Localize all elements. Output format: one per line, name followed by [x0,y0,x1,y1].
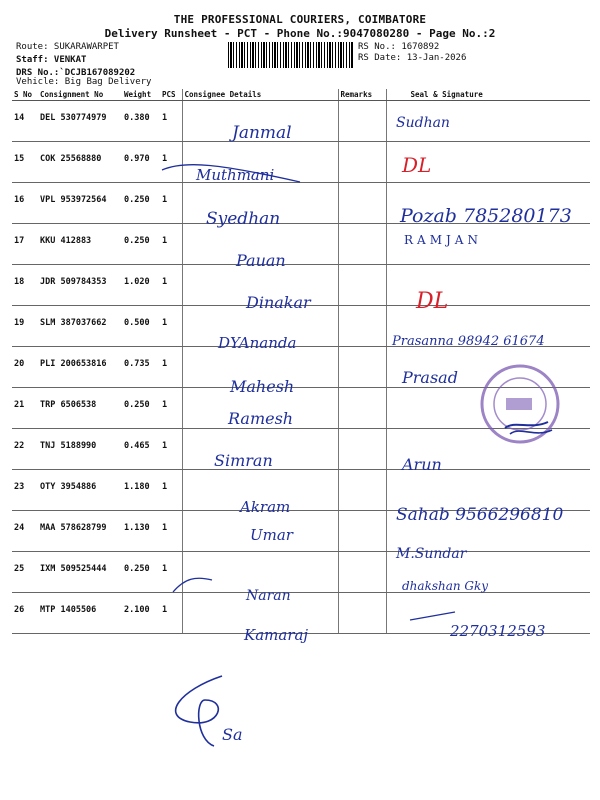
cell-weight: 0.250 [122,552,160,593]
table-row [12,593,590,634]
barcode [228,42,354,68]
seal-signature: DL [402,153,432,177]
table-row [12,470,590,511]
cell-seal [386,593,590,634]
cell-consignee [182,511,338,552]
cell-consignment: IXM 509525444 [38,552,122,593]
cell-sno: 25 [12,552,38,593]
route-label: Route: SUKARAWARPET [16,42,119,52]
cell-seal [386,101,590,142]
consignee-signature: Ramesh [228,409,294,428]
seal-signature: dhakshan Gky [402,579,489,593]
company-title: THE PROFESSIONAL COURIERS, COIMBATORE [173,13,427,26]
cell-seal [386,470,590,511]
table-row [12,142,590,183]
col-consignment-header: Consignment No [38,89,122,101]
cell-sno: 19 [12,306,38,347]
col-weight-header: Weight [122,89,160,101]
table-row [12,265,590,306]
seal-signature: 2270312593 [450,622,546,640]
cell-pcs: 1 [160,142,182,183]
consignee-signature: Pauan [236,251,286,270]
cell-pcs: 1 [160,183,182,224]
cell-sno: 16 [12,183,38,224]
cell-consignment: COK 25568880 [38,142,122,183]
cell-remarks [338,142,386,183]
vehicle-label: Vehicle: Big Bag Delivery [16,77,152,87]
cell-remarks [338,388,386,429]
cell-consignee [182,593,338,634]
cell-consignment: VPL 953972564 [38,183,122,224]
runsheet-subtitle: Delivery Runsheet - PCT - Phone No.:9047080280 - Page No.:2 [104,27,496,40]
cell-consignment: KKU 412883 [38,224,122,265]
cell-remarks [338,101,386,142]
cell-weight: 0.500 [122,306,160,347]
cell-pcs: 1 [160,593,182,634]
cell-remarks [338,265,386,306]
cell-pcs: 1 [160,470,182,511]
cell-pcs: 1 [160,306,182,347]
cell-remarks [338,470,386,511]
cell-consignee [182,347,338,388]
table-row [12,183,590,224]
cell-sno: 26 [12,593,38,634]
cell-seal [386,224,590,265]
col-seal-header: Seal & Signature [386,89,590,101]
cell-consignment: MTP 1405506 [38,593,122,634]
consignee-signature: Mahesh [230,377,295,396]
table-row [12,429,590,470]
cell-weight: 0.735 [122,347,160,388]
cell-consignee [182,101,338,142]
cell-pcs: 1 [160,388,182,429]
cell-sno: 14 [12,101,38,142]
table-row [12,388,590,429]
cell-seal [386,347,590,388]
cell-consignee [182,224,338,265]
cell-consignee [182,306,338,347]
staff-label: Staff: VENKAT [16,55,87,65]
cell-consignment: PLI 200653816 [38,347,122,388]
drs-number: DRS No.:`DCJB167089202 [16,68,136,78]
cell-consignment: OTY 3954886 [38,470,122,511]
cell-consignment: TRP 6506538 [38,388,122,429]
cell-sno: 17 [12,224,38,265]
cell-seal [386,552,590,593]
cell-weight: 1.020 [122,265,160,306]
cell-consignment: MAA 578628799 [38,511,122,552]
cell-pcs: 1 [160,224,182,265]
cell-consignee [182,470,338,511]
cell-weight: 0.250 [122,388,160,429]
cell-pcs: 1 [160,101,182,142]
cell-pcs: 1 [160,552,182,593]
cell-weight: 0.380 [122,101,160,142]
seal-signature: DL [416,289,449,314]
rs-number: RS No.: 1670892 [358,42,440,52]
rs-date: RS Date: 13-Jan-2026 [358,53,467,63]
cell-remarks [338,224,386,265]
seal-signature: M.Sundar [396,546,467,562]
table-row [12,347,590,388]
cell-consignment: DEL 530774979 [38,101,122,142]
cell-remarks [338,552,386,593]
seal-signature: Sudhan [396,115,450,131]
cell-weight: 1.180 [122,470,160,511]
seal-signature: Sahab 9566296810 [396,505,564,525]
cell-weight: 0.465 [122,429,160,470]
cell-pcs: 1 [160,347,182,388]
cell-remarks [338,306,386,347]
cell-sno: 22 [12,429,38,470]
delivery-table [12,89,590,634]
table-row [12,306,590,347]
staff-signature [176,676,243,746]
cell-seal [386,142,590,183]
table-header-row [12,89,590,101]
cell-seal [386,388,590,429]
cell-pcs: 1 [160,265,182,306]
cell-consignment: TNJ 5188990 [38,429,122,470]
table-row [12,552,590,593]
consignee-signature: Akram [240,498,291,516]
consignee-signature: Kamaraj [244,626,309,644]
table-row [12,511,590,552]
cell-weight: 0.250 [122,224,160,265]
staff-signature-text: Sa [222,725,243,744]
col-remarks-header: Remarks [338,89,386,101]
cell-seal [386,183,590,224]
cell-weight: 1.130 [122,511,160,552]
cell-seal [386,306,590,347]
cell-consignee [182,552,338,593]
col-sno-header: S No [12,89,38,101]
cell-consignee [182,183,338,224]
cell-sno: 21 [12,388,38,429]
remark-note: RAMJAN [404,233,482,247]
cell-consignee [182,388,338,429]
cell-sno: 18 [12,265,38,306]
seal-signature: Arun [402,455,442,474]
consignee-signature: Umar [250,526,293,544]
cell-consignment: JDR 509784353 [38,265,122,306]
consignee-signature: Muthmani [196,166,275,184]
col-consignee-header: Consignee Details [182,89,338,101]
cell-remarks [338,183,386,224]
cell-weight: 2.100 [122,593,160,634]
seal-signature: Pozab 785280173 [400,205,572,227]
cell-pcs: 1 [160,429,182,470]
cell-seal [386,429,590,470]
cell-sno: 20 [12,347,38,388]
cell-seal [386,265,590,306]
consignee-signature: Simran [214,451,273,470]
cell-sno: 15 [12,142,38,183]
consignee-signature: Janmal [232,123,292,143]
table-row [12,224,590,265]
consignee-signature: Syedhan [206,209,281,229]
cell-consignee [182,265,338,306]
cell-pcs: 1 [160,511,182,552]
consignee-signature: Dinakar [246,293,311,312]
cell-remarks [338,429,386,470]
cell-sno: 24 [12,511,38,552]
cell-consignee [182,429,338,470]
consignee-signature: Naran [246,588,291,604]
seal-signature: Prasad [402,368,458,387]
cell-remarks [338,511,386,552]
cell-remarks [338,347,386,388]
cell-sno: 23 [12,470,38,511]
table-row [12,101,590,142]
cell-weight: 0.970 [122,142,160,183]
cell-seal [386,511,590,552]
cell-consignee [182,142,338,183]
cell-remarks [338,593,386,634]
cell-weight: 0.250 [122,183,160,224]
cell-consignment: SLM 387037662 [38,306,122,347]
consignee-signature: DYAnanda [218,334,297,352]
col-pcs-header: PCS [160,89,182,101]
seal-signature: Prasanna 98942 61674 [392,334,545,349]
